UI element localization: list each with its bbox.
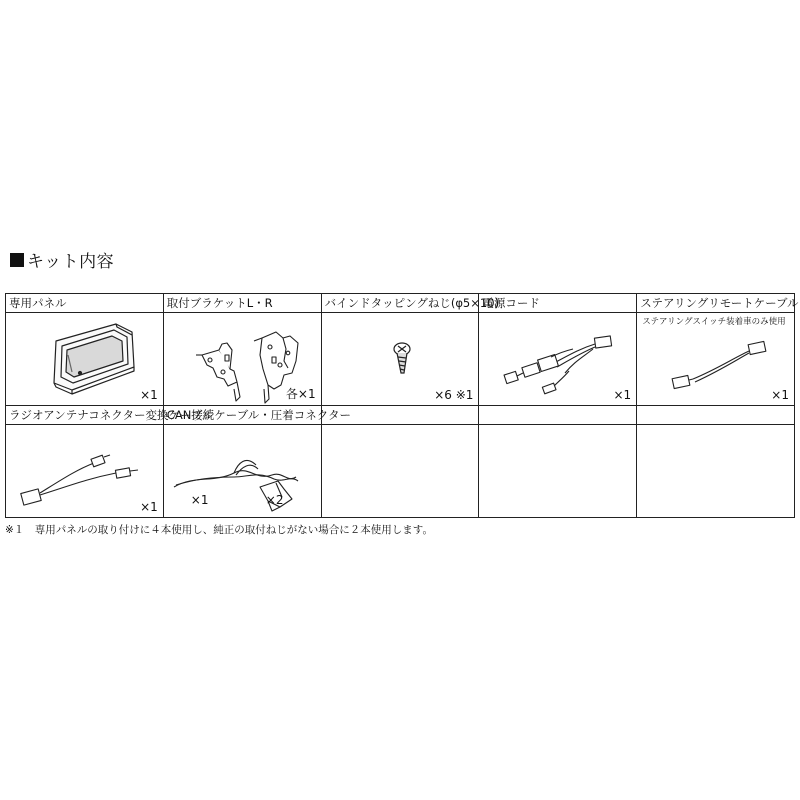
cell-panel: [6, 313, 164, 406]
header-empty: [637, 406, 795, 425]
header-screw: バインドタッピングねじ(φ5×10): [321, 294, 479, 313]
table-row: [6, 425, 795, 518]
cell-empty: [637, 425, 795, 518]
cell-empty: [321, 425, 479, 518]
footnote: ※１ 専用パネルの取り付けに４本使用し、純正の取付ねじがない場合に２本使用します。: [5, 524, 433, 536]
steering-note: ステアリングスイッチ装着車のみ使用: [642, 317, 786, 327]
cell-empty: [479, 425, 637, 518]
kit-contents-table: [5, 293, 799, 518]
qty-bracket: 各×1: [285, 387, 316, 401]
can-cable-illustration: [164, 425, 321, 517]
heading-text: キット内容: [27, 252, 115, 272]
cell-steering-cable: [637, 313, 795, 406]
qty-steering-cable: ×1: [771, 388, 789, 402]
header-can-cable: CAN接続ケーブル・圧着コネクター: [163, 406, 321, 425]
qty-power-cord: ×1: [613, 388, 632, 402]
header-empty: [479, 406, 637, 425]
header-bracket: 取付ブラケットL・R: [163, 294, 321, 313]
cell-radio-antenna-cable: [6, 425, 164, 518]
table-row: [6, 313, 795, 406]
cell-screw: [321, 313, 479, 406]
header-steering-cable: ステアリングリモートケーブル: [637, 294, 795, 313]
cell-power-cord: [479, 313, 637, 406]
square-bullet-icon: [10, 253, 24, 267]
qty-crimp-connector: ×2: [265, 493, 284, 507]
qty-panel: ×1: [140, 388, 158, 402]
table-row: [6, 294, 795, 313]
cell-can-cable: [163, 425, 321, 518]
cell-bracket: [163, 313, 321, 406]
header-radio-antenna-cable: ラジオアンテナコネクター変換ケーブル: [6, 406, 164, 425]
table-row: [6, 406, 795, 425]
header-panel: 専用パネル: [6, 294, 164, 313]
qty-radio-antenna-cable: ×1: [140, 500, 158, 514]
header-power-cord: 電源コード: [479, 294, 637, 313]
qty-can-cable: ×1: [190, 493, 209, 507]
qty-screw: ×6 ※1: [434, 388, 474, 402]
header-empty: [321, 406, 479, 425]
kit-contents-heading: [10, 247, 114, 272]
